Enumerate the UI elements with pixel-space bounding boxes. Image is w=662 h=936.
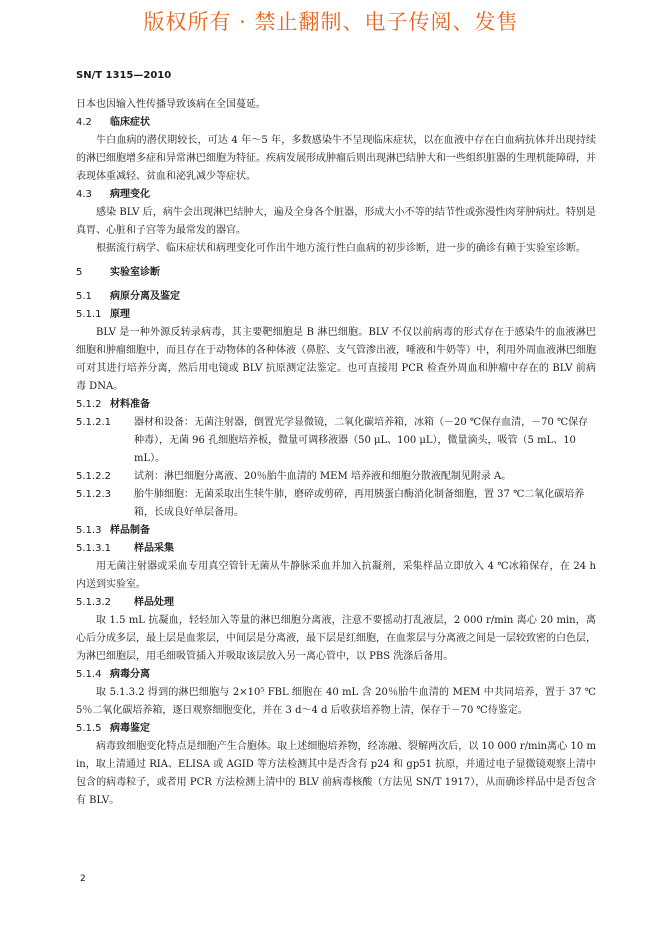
section-title: 病毒鉴定 [110, 723, 150, 734]
document-id: SN/T 1315—2010 [76, 70, 172, 81]
section-heading-5-1-5 [76, 720, 596, 738]
item-number: 5.1.2.2 [76, 471, 111, 482]
item-text: 器材和设备：无菌注射器，倒置光学显微镜，二氧化碳培养箱，冰箱（－20 ℃保存血清，－70 ℃保存种毒），无菌 96 孔细胞培养板，微量可调移液器（50 μL、100 μL），微量滴头，吸管（5 mL、10 mL）。 [134, 417, 589, 464]
section-title: 样品制备 [110, 525, 150, 536]
paragraph: 病毒致细胞变化特点是细胞产生合胞体。取上述细胞培养物，经冻融、裂解两次后，以 10 000 r/min离心 10 min，取上清通过 RIA、ELISA 或 AGID 等方法检测其中是否含有 p24 和 gp51 抗原，并通过电子显微镜观察上清中包含的病毒粒子，或者用 PCR 方法检测上清中的 BLV 前病毒核酸（方法见 SN/T 1917），从而确诊样品中是否包含有 BLV。 [76, 741, 596, 806]
section-title: 样品采集 [134, 543, 174, 554]
document-body [76, 96, 596, 810]
section-heading-5-1-4 [76, 666, 596, 684]
section-heading-5-1 [76, 288, 596, 306]
section-title: 临床症状 [110, 117, 150, 128]
section-heading-4-2 [76, 114, 596, 132]
section-number: 5.1.3.2 [76, 597, 111, 608]
section-number: 5.1.3 [76, 525, 102, 536]
list-item-5-1-2-2 [76, 468, 596, 486]
paragraph: 根据流行病学、临床症状和病理变化可作出牛地方流行性白血病的初步诊断，进一步的确诊有赖于实验室诊断。 [96, 243, 586, 254]
item-number: 5.1.2.3 [76, 489, 111, 500]
paragraph: 取 5.1.3.2 得到的淋巴细胞与 2×10⁵ FBL 细胞在 40 mL 含 20％胎牛血清的 MEM 中共同培养，置于 37 ℃ 5％二氧化碳培养箱，逐日观察细胞变化，并在 3 d～4 d 后收获培养物上清，保存于－70 ℃待鉴定。 [76, 687, 596, 716]
section-heading-5-1-2 [76, 396, 596, 414]
page-number: 2 [80, 874, 86, 884]
section-number: 5.1.5 [76, 723, 102, 734]
section-heading-4-3 [76, 186, 596, 204]
item-text: 胎牛肺细胞：无菌采取出生犊牛肺，磨碎或剪碎，再用胰蛋白酶消化制备细胞，置 37 ℃二氧化碳培养箱，长成良好单层备用。 [134, 489, 585, 518]
section-title: 实验室诊断 [110, 267, 160, 278]
paragraph: 用无菌注射器或采血专用真空管针无菌从牛静脉采血并加入抗凝剂，采集样品立即放入 4 ℃冰箱保存，在 24 h 内送到实验室。 [76, 561, 596, 590]
list-item-5-1-2-3 [76, 486, 596, 522]
section-title: 病毒分离 [110, 669, 150, 680]
section-number: 5.1.3.1 [76, 543, 111, 554]
section-title: 材料准备 [110, 399, 150, 410]
paragraph: 取 1.5 mL 抗凝血，轻轻加入等量的淋巴细胞分离液，注意不要摇动打乱液层，2 000 r/min 离心 20 min，离心后分成多层，最上层是血浆层，中间层是分离液，最下层是红细胞，在血浆层与分离液之间是一层较致密的白色层，为淋巴细胞层，用毛细吸管插入并吸取该层放入另一离心管中，以 PBS 洗涤后备用。 [76, 615, 596, 662]
section-number: 5.1 [76, 291, 92, 302]
section-number: 4.2 [76, 117, 92, 128]
paragraph: 牛白血病的潜伏期较长，可达 4 年～5 年，多数感染牛不呈现临床症状，以在血液中存在白血病抗体并出现持续的淋巴细胞增多症和异常淋巴细胞为特征。疾病发展形成肿瘤后则出现淋巴结肿大和一些组织脏器的生理机能障碍，并表现体重减轻、贫血和泌乳减少等症状。 [76, 135, 596, 182]
paragraph: BLV 是一种外源反转录病毒，其主要靶细胞是 B 淋巴细胞。BLV 不仅以前病毒的形式存在于感染牛的血液淋巴细胞和肿瘤细胞中，而且存在于动物体的各种体液（鼻腔、支气管渗出液，唾液和牛奶等）中，利用外周血液淋巴细胞可对其进行培养分离，然后用电镜或 BLV 抗原测定法鉴定。也可直接用 PCR 检查外周血和肿瘤中存在的 BLV 前病毒 DNA。 [76, 327, 596, 392]
section-title: 样品处理 [134, 597, 174, 608]
section-heading-5-1-3 [76, 522, 596, 540]
section-heading-5-1-1 [76, 306, 596, 324]
section-number: 5.1.2 [76, 399, 102, 410]
item-text: 试剂：淋巴细胞分离液、20％胎牛血清的 MEM 培养液和细胞分散液配制见附录 A。 [134, 471, 512, 482]
list-item-5-1-2-1 [76, 414, 596, 468]
section-number: 5.1.1 [76, 309, 102, 320]
section-number: 5.1.4 [76, 669, 102, 680]
section-title: 病理变化 [110, 189, 150, 200]
section-number: 5 [76, 267, 83, 278]
paragraph: 日本也因输入性传播导致该病在全国蔓延。 [76, 99, 266, 110]
section-number: 4.3 [76, 189, 92, 200]
section-heading-5 [76, 264, 596, 282]
section-heading-5-1-3-1 [76, 540, 596, 558]
item-number: 5.1.2.1 [76, 417, 111, 428]
section-heading-5-1-3-2 [76, 594, 596, 612]
section-title: 病原分离及鉴定 [110, 291, 180, 302]
paragraph: 感染 BLV 后，病牛会出现淋巴结肿大，遍及全身各个脏器，形成大小不等的结节性或弥漫性肉芽肿病灶。特别是真胃、心脏和子宫等为最常发的器官。 [76, 207, 596, 236]
section-title: 原理 [110, 309, 130, 320]
watermark-text: 版权所有 · 禁止翻制、电子传阅、发售 [143, 10, 519, 34]
